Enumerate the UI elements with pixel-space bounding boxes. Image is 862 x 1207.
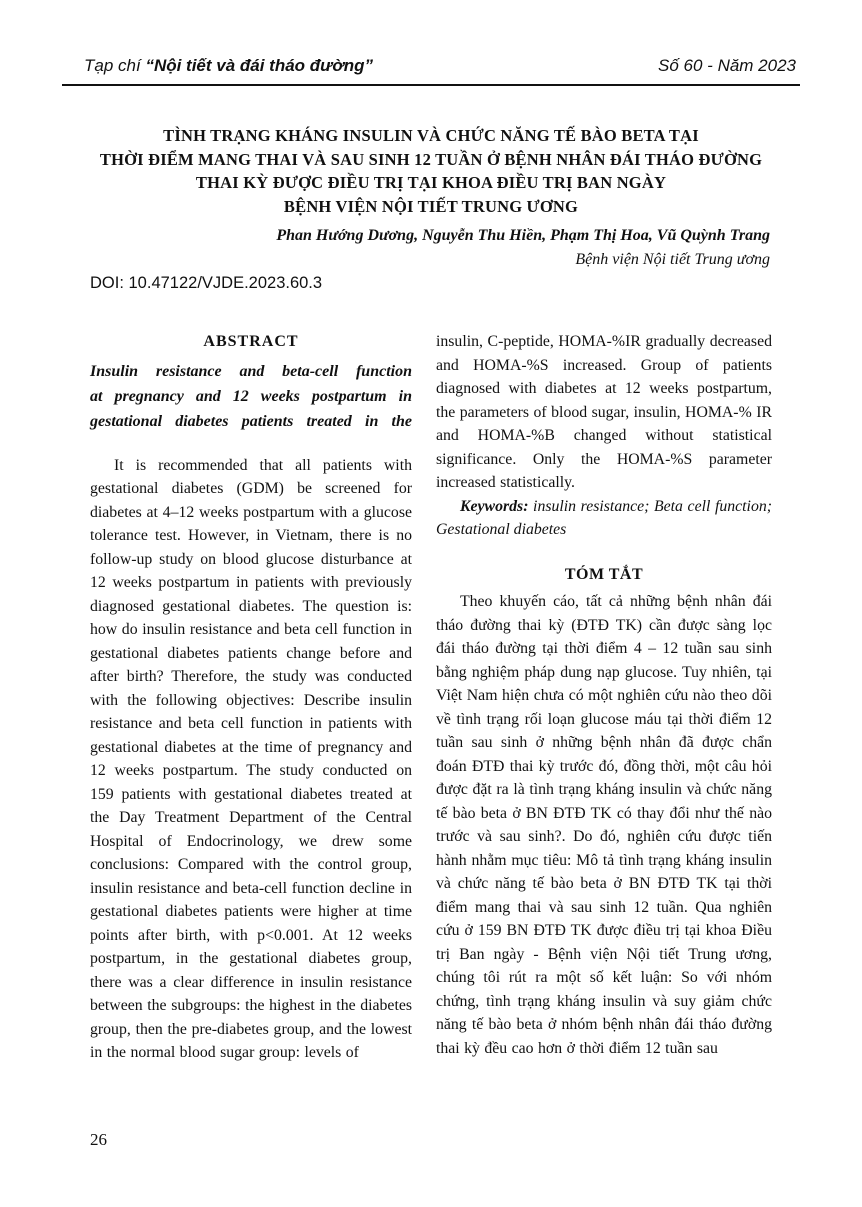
running-head xyxy=(62,56,800,86)
article-title-line-1: TÌNH TRẠNG KHÁNG INSULIN VÀ CHỨC NĂNG TẾ BÀO BETA TẠI xyxy=(163,126,699,145)
journal-title-prefix: Tạp chí xyxy=(84,56,141,75)
article-title xyxy=(70,124,792,218)
tomtat-body: Theo khuyến cáo, tất cả những bệnh nhân đái tháo đường thai kỳ (ĐTĐ TK) cần được sàng lọc đái tháo đường tại thời điểm 4 – 12 tuần sau sinh bằng nghiệm pháp dung nạp glucose. Tuy nhiên, tại Việt Nam hiện chưa có một nghiên cứu nào theo dõi về tình trạng rối loạn glucose máu tại thời điểm 12 tuần sau sinh ở những bệnh nhân đã được chẩn đoán ĐTĐ thai kỳ trước đó, đồng thời, một câu hỏi được đặt ra là tình trạng kháng insulin và chức năng tế bào beta ở BN ĐTĐ TK có thay đổi như thế nào trước và sau sinh?. Do đó, nghiên cứu được tiến hành nhằm mục tiêu: Mô tả tình trạng kháng insulin và chức năng tế bào beta ở BN ĐTĐ TK tại thời điểm mang thai và sau sinh 12 tuần. Qua nghiên cứu ở 159 BN ĐTĐ TK được điều trị tại khoa Điều trị Ban ngày - Bệnh viện Nội tiết Trung ương, chúng tôi rút ra một số kết luận: So với nhóm chứng, tình trạng kháng insulin và suy giảm chức năng tế bào beta ở nhóm bệnh nhân đái tháo đường thai kỳ đều cao hơn ở thời điểm 12 tuần sau xyxy=(436,593,772,1057)
article-title-line-2: THỜI ĐIỂM MANG THAI VÀ SAU SINH 12 TUẦN Ở BỆNH NHÂN ĐÁI THÁO ĐƯỜNG xyxy=(99,149,763,169)
journal-title xyxy=(84,56,373,76)
authors-line: Phan Hướng Dương, Nguyễn Thu Hiền, Phạm Thị Hoa, Vũ Quỳnh Trang xyxy=(276,227,770,244)
doi-line: DOI: 10.47122/VJDE.2023.60.3 xyxy=(90,274,323,292)
page-number: 26 xyxy=(90,1130,107,1149)
abstract-subtitle-line-1: Insulin resistance and beta-cell function xyxy=(90,362,412,380)
abstract-subtitle-line-2: at pregnancy and 12 weeks postpartum in xyxy=(90,387,412,405)
keywords-label: Keywords: xyxy=(460,497,529,515)
journal-title-name: “Nội tiết và đái tháo đường” xyxy=(145,56,373,75)
abstract-subtitle xyxy=(90,359,412,434)
abstract-subtitle-line-3: gestational diabetes patients treated in the xyxy=(90,412,412,430)
article-title-line-4: BỆNH VIỆN NỘI TIẾT TRUNG ƯƠNG xyxy=(283,196,579,216)
abstract-heading: ABSTRACT xyxy=(203,333,299,350)
two-column-body xyxy=(90,330,772,1065)
tomtat-heading: TÓM TẮT xyxy=(564,565,644,583)
keywords-line xyxy=(436,495,772,542)
left-column xyxy=(90,330,412,1065)
issue-label: Số 60 - Năm 2023 xyxy=(658,56,796,75)
article-title-line-3: THAI KỲ ĐƯỢC ĐIỀU TRỊ TẠI KHOA ĐIỀU TRỊ BAN NGÀY xyxy=(195,173,667,192)
right-column xyxy=(436,330,772,1065)
affiliation-line: Bệnh viện Nội tiết Trung ương xyxy=(575,251,770,268)
abstract-body-right: insulin, C-peptide, HOMA-%IR gradually decreased and HOMA-%S increased. Group of patients diagnosed with diabetes at 12 weeks postpartum, the parameters of blood sugar, insulin, HOMA-% IR and HOMA-%B changed without statistical significance. Only the HOMA-%S parameter increased statistically. xyxy=(436,333,772,491)
keywords-text: insulin resistance; Beta cell function; Gestational diabetes xyxy=(436,497,772,538)
abstract-body-left: It is recommended that all patients with gestational diabetes (GDM) be screened for diabetes at 4–12 weeks postpartum with a glucose tolerance test. However, in Vietnam, there is no follow-up study on blood glucose disturbance at 12 weeks postpartum in patients with previously diagnosed gestational diabetes. The question is: how do insulin resistance and beta cell function in gestational diabetes patients change before and after birth? Therefore, the study was conducted with the following objectives: Describe insulin resistance and beta cell function in patients with gestational diabetes at the time of pregnancy and 12 weeks postpartum. The study conducted on 159 patients with gestational diabetes treated at the Day Treatment Department of the Central Hospital of Endocrinology, we drew some conclusions: Compared with the control group, insulin resistance and beta-cell function decline in gestational diabetes patients were higher at time points after birth, with p<0.001. At 12 weeks postpartum, in the gestational diabetes group, there was a clear difference in insulin resistance between the subgroups: the highest in the diabetes group, then the pre-diabetes group, and the lowest in the normal blood sugar group: levels of xyxy=(90,456,412,1061)
